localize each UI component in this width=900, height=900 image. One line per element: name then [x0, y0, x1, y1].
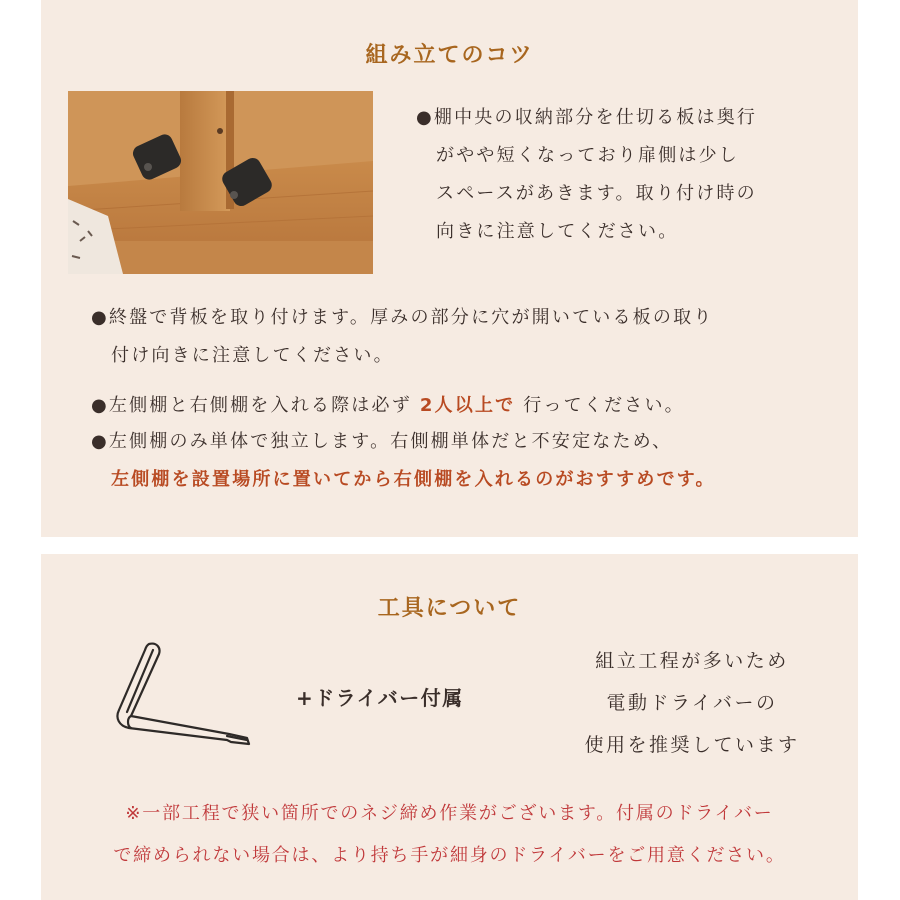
tip-back-panel — [91, 299, 713, 375]
desc-line: 組立工程が多いため — [595, 650, 789, 672]
tip-divider-orientation — [416, 99, 757, 251]
shelf-hinge-photo — [68, 91, 373, 274]
tip-highlight: 2人以上で — [419, 395, 516, 416]
section-title: 工具について — [377, 596, 522, 621]
tool-recommendation — [541, 640, 843, 766]
tip-line: ●棚中央の収納部分を仕切る板は奥行 — [416, 107, 758, 128]
tip-line: がやや短くなっており扉側は少し — [436, 145, 739, 166]
tip-line: 付け向きに注意してください。 — [111, 345, 394, 366]
caution-note-line: で締められない場合は、より持ち手が細身のドライバーをご用意ください。 — [113, 845, 786, 866]
desc-line: 使用を推奨しています — [584, 734, 800, 756]
tip-line: ●左側棚のみ単体で独立します。右側棚単体だと不安定なため、 — [91, 431, 673, 452]
tools-panel — [41, 554, 858, 900]
section-title: 組み立てのコツ — [365, 43, 534, 68]
assembly-tips-panel — [41, 0, 858, 537]
tip-line: 向きに注意してください。 — [436, 221, 679, 242]
tip-left-shelf-first — [91, 423, 716, 499]
tip-line: ●終盤で背板を取り付けます。厚みの部分に穴が開いている板の取り — [91, 307, 714, 328]
tip-highlight: 左側棚を設置場所に置いてから右側棚を入れるのがおすすめです。 — [111, 469, 716, 490]
tip-line: スペースがあきます。取り付け時の — [436, 183, 757, 204]
tool-label: +ドライバー付属 — [296, 686, 464, 710]
tip-text: 行ってください。 — [523, 395, 685, 416]
tip-two-people — [91, 387, 685, 425]
screwdriver-icon — [109, 638, 257, 750]
desc-line: 電動ドライバーの — [606, 692, 778, 714]
caution-note-line: ※一部工程で狭い箇所でのネジ締め作業がございます。付属のドライバー — [125, 803, 774, 824]
tip-text: ●左側棚と右側棚を入れる際は必ず — [91, 395, 412, 416]
